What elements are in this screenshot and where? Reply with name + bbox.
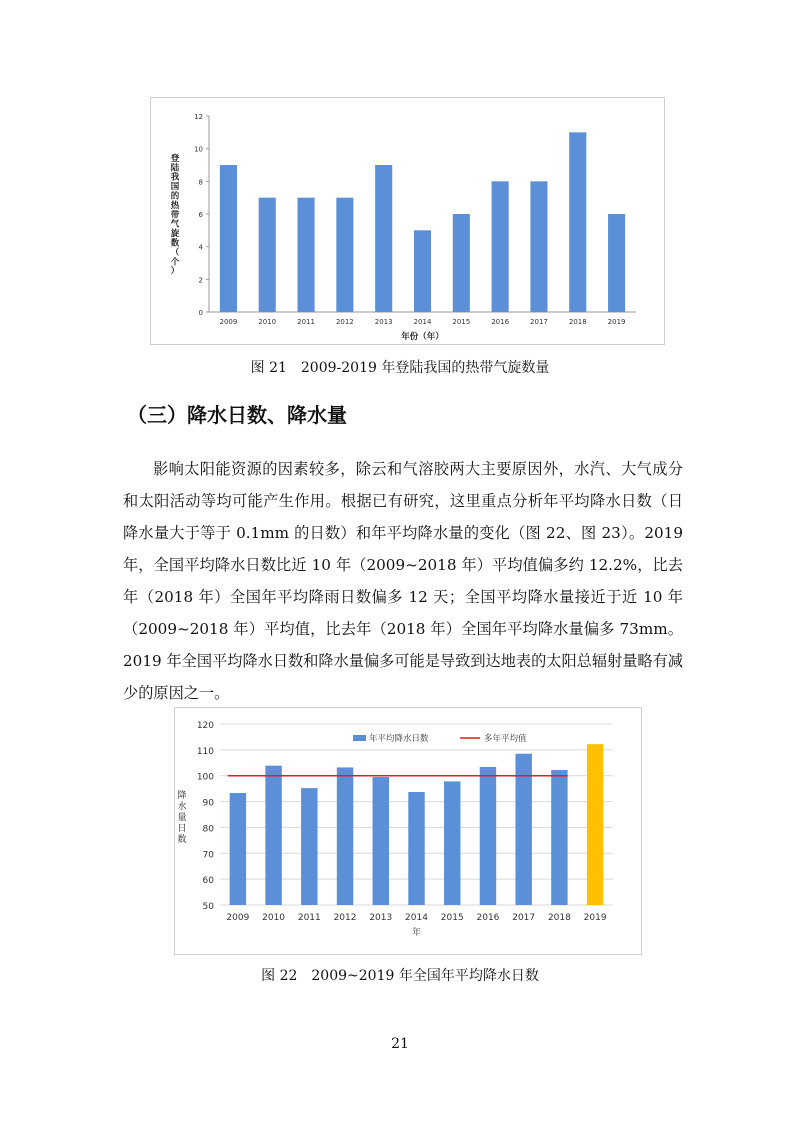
tropical-cyclone-chart-svg <box>151 98 664 344</box>
y-tick-label: 90 <box>202 798 214 809</box>
bar <box>587 744 603 905</box>
x-tick-label: 2013 <box>374 318 393 326</box>
y-tick-label: 8 <box>198 178 203 187</box>
bar <box>298 198 315 312</box>
y-tick-label: 2 <box>198 276 203 285</box>
x-tick-label: 2014 <box>413 318 432 326</box>
bar <box>220 165 237 312</box>
y-tick-label: 100 <box>196 772 214 783</box>
x-tick-label: 2016 <box>491 318 510 326</box>
page-number: 21 <box>391 1036 409 1052</box>
x-tick-label: 2011 <box>297 913 321 923</box>
x-tick-label: 2016 <box>476 913 500 923</box>
body-paragraph: 影响太阳能资源的因素较多，除云和气溶胶两大主要原因外，水汽、大气成分和太阳活动等均可能产生作用。根据已有研究，这里重点分析年平均降水日数（日降水量大于等于 0.1mm 的日数）和年平均降水量的变化（图 22、图 23）。2019 年，全国平均降水日数比近 10 年（2009~2018 年）平均值偏多约 12.2%，比去年（2018 年）全国年平均降雨日数偏多 12 天；全国平均降水量接近于近 10 年（2009~2018 年）平均值，比去年（2018 年）全国年平均降水量偏多 73mm。2019 年全国平均降水日数和降水量偏多可能是导致到达地表的太阳总辐射量略有减少的原因之一。 <box>123 460 683 702</box>
x-tick-label: 2015 <box>452 318 471 326</box>
y-tick-label: 10 <box>194 145 203 154</box>
bar <box>408 792 424 905</box>
x-tick-label: 2012 <box>335 318 354 326</box>
x-tick-label: 2009 <box>219 318 238 326</box>
figure-22-caption: 图 22 2009~2019 年全国年平均降水日数 <box>261 968 539 984</box>
y-tick-label: 80 <box>202 824 214 835</box>
x-axis-title: 年 <box>411 928 422 938</box>
figure-21-caption: 图 21 2009-2019 年登陆我国的热带气旋数量 <box>250 360 550 376</box>
y-tick-label: 110 <box>196 746 214 757</box>
bar <box>569 132 586 312</box>
bar <box>373 777 389 905</box>
section-heading: （三）降水日数、降水量 <box>127 403 347 427</box>
bar <box>265 766 281 905</box>
bar <box>608 214 625 312</box>
x-tick-label: 2018 <box>568 318 587 326</box>
x-tick-label: 2019 <box>607 318 626 326</box>
x-axis-title: 年份（年） <box>401 332 444 342</box>
x-tick-label: 2017 <box>530 318 548 326</box>
bar <box>492 181 509 312</box>
y-tick-label: 6 <box>198 211 203 219</box>
x-tick-label: 2009 <box>226 913 250 923</box>
legend-label-line: 多年平均值 <box>484 734 527 744</box>
x-tick-label: 2014 <box>405 913 428 923</box>
bar <box>230 793 246 905</box>
bar <box>259 198 276 312</box>
y-tick-label: 70 <box>202 850 214 861</box>
y-tick-label: 120 <box>196 721 214 731</box>
tropical-cyclone-chart <box>150 97 665 345</box>
bar <box>301 788 317 905</box>
x-tick-label: 2010 <box>258 318 277 326</box>
y-tick-label: 60 <box>202 876 214 887</box>
x-tick-label: 2017 <box>512 913 536 923</box>
x-tick-label: 2013 <box>369 913 393 923</box>
precipitation-days-chart <box>174 707 642 955</box>
y-tick-label: 50 <box>202 902 214 912</box>
bar <box>551 770 567 905</box>
x-tick-label: 2011 <box>297 318 315 326</box>
x-tick-label: 2010 <box>262 913 286 923</box>
bar <box>414 230 431 312</box>
y-axis-title: 降水量日数 <box>177 791 187 845</box>
x-tick-label: 2019 <box>583 913 607 923</box>
legend-swatch-bars <box>353 735 366 741</box>
bar <box>444 781 460 905</box>
bar <box>375 165 392 312</box>
bar <box>337 767 353 905</box>
y-tick-label: 12 <box>194 113 203 121</box>
x-tick-label: 2018 <box>547 913 571 923</box>
bar <box>336 198 353 312</box>
y-tick-label: 0 <box>198 309 203 317</box>
bar <box>530 181 547 312</box>
precipitation-days-chart-svg <box>175 708 641 954</box>
bar <box>480 767 496 905</box>
bar <box>453 214 470 312</box>
y-tick-label: 4 <box>198 243 203 252</box>
x-tick-label: 2012 <box>333 913 357 923</box>
y-axis-title: 登陆我国的热带气旋数（个） <box>170 153 180 277</box>
legend-label-bars: 年平均降水日数 <box>369 734 429 744</box>
x-tick-label: 2015 <box>440 913 464 923</box>
